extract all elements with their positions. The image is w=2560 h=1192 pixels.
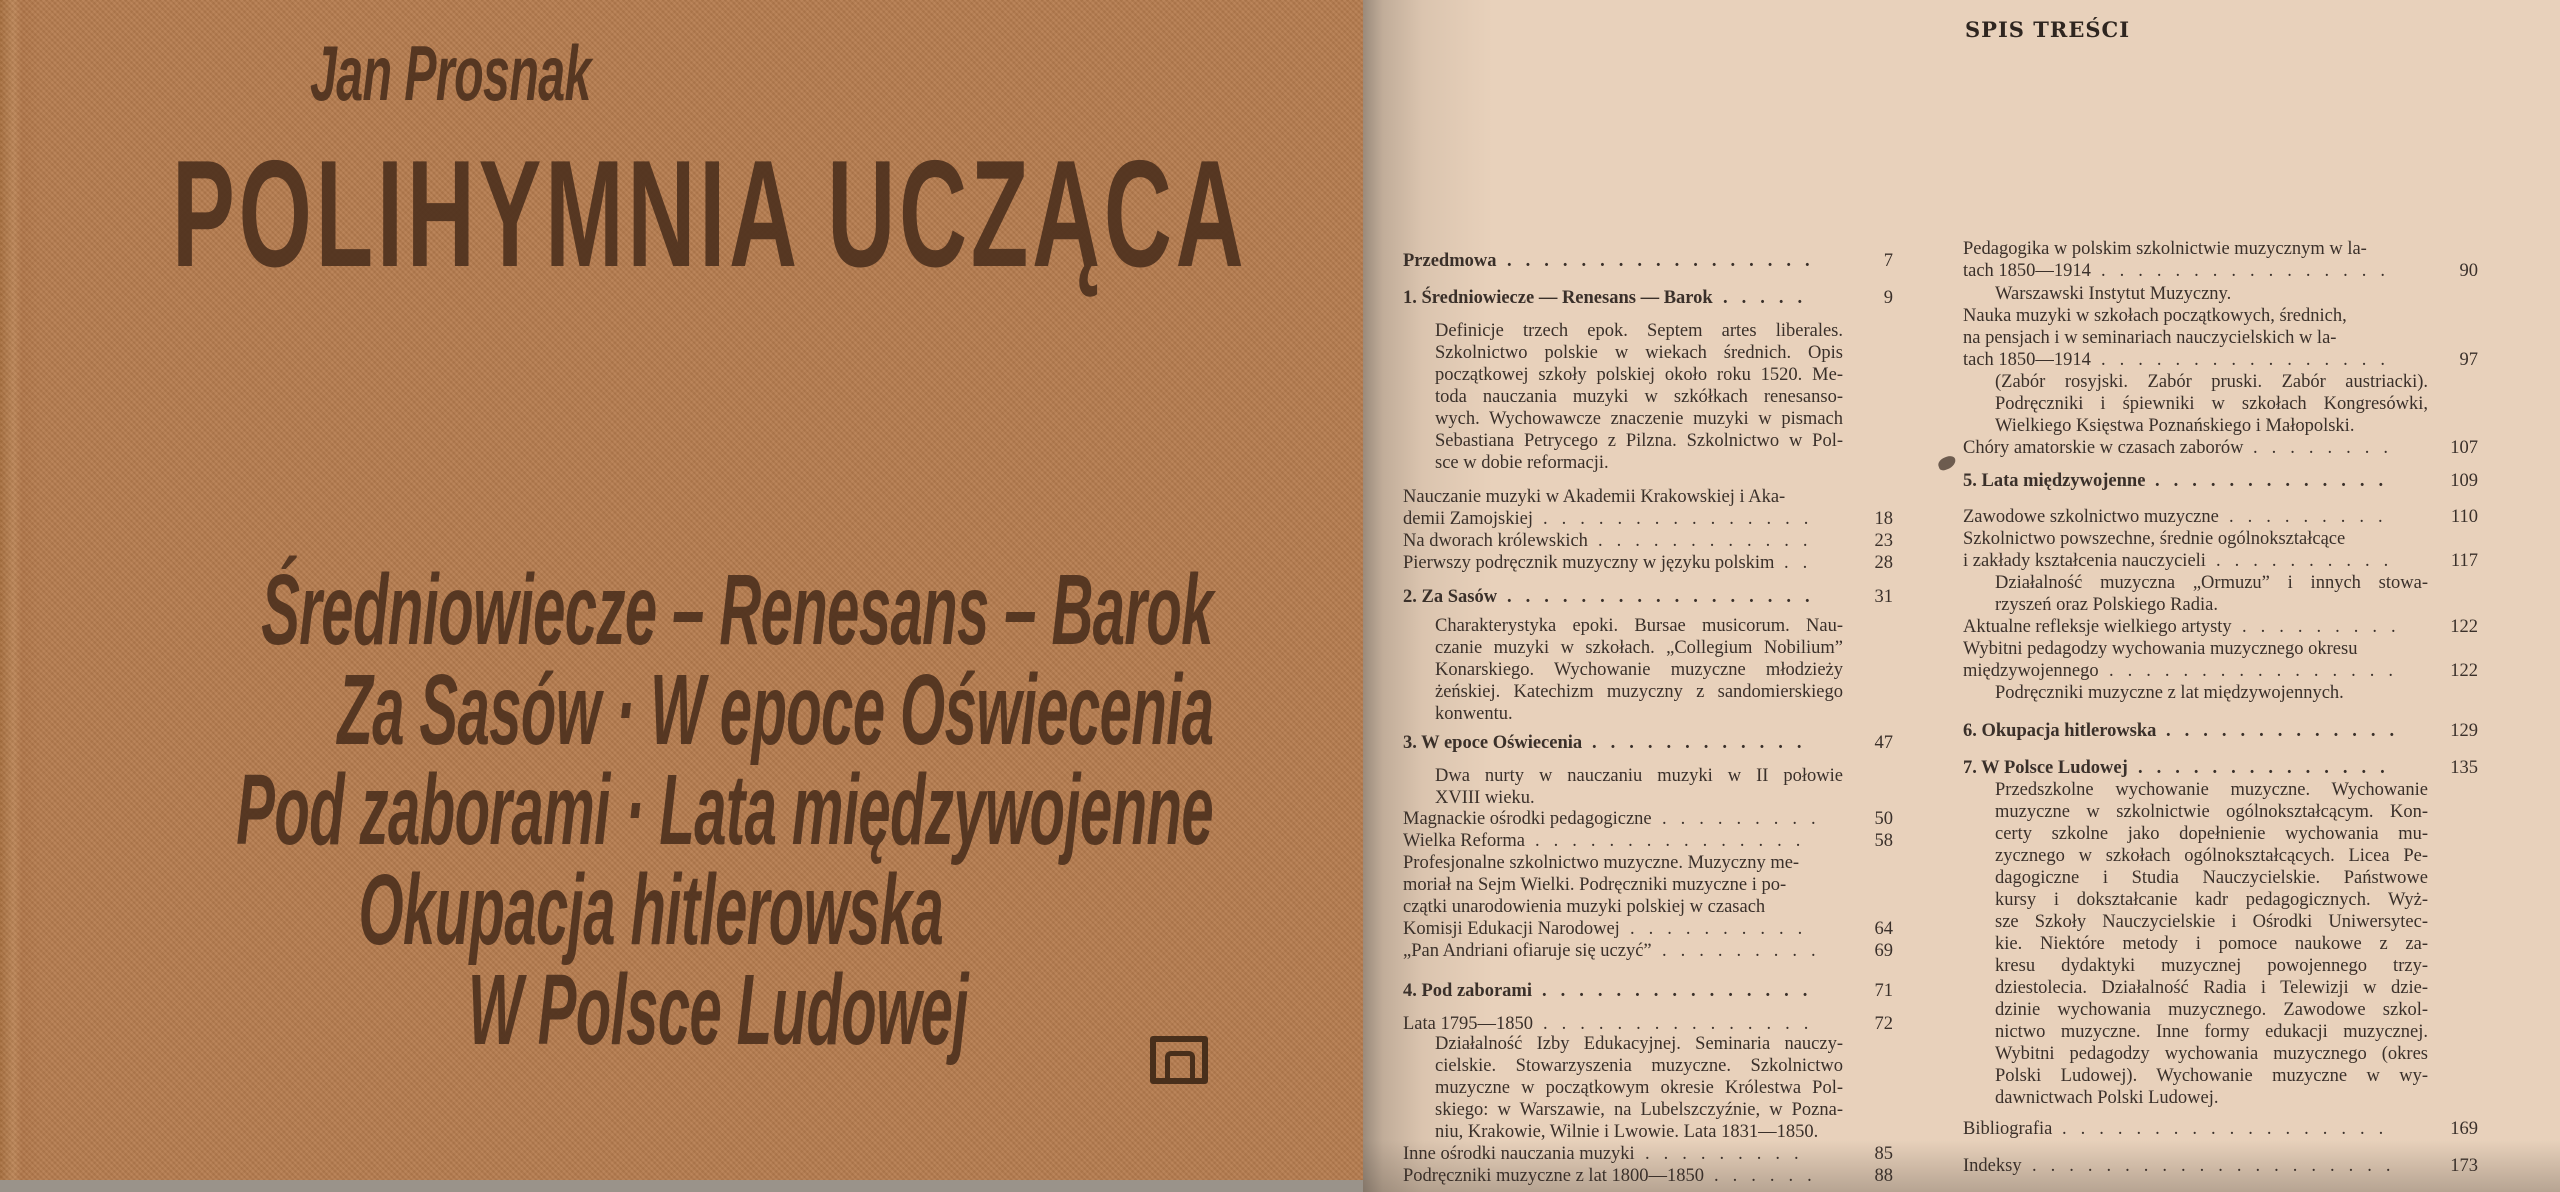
- toc-page-number: 18: [1874, 509, 1893, 529]
- toc-leader-dots: ........: [2253, 438, 2402, 458]
- toc-description-line: Podręczniki i śpiewniki w szkołach Kongresówki,: [1995, 394, 2428, 414]
- toc-description-line: dzinie wychowania muzycznego. Zawodowe szkol-: [1995, 1000, 2428, 1020]
- toc-description-line: Wielkiego Księstwa Poznańskiego i Małopolski.: [1995, 416, 2355, 436]
- toc-leader-dots: ................: [2109, 661, 2407, 681]
- toc-leader-dots: .........: [2229, 507, 2397, 527]
- toc-chapter-description: [1995, 371, 2428, 437]
- toc-description-line: kie. Niektóre metody i pomoce naukowe z za-: [1995, 934, 2428, 954]
- toc-page-number: 50: [1874, 809, 1893, 829]
- toc-description-line: Definicje trzech epok. Septem artes liberales.: [1435, 321, 1843, 341]
- toc-page-number: 90: [2459, 261, 2478, 281]
- toc-entry-title: 3. W epoce Oświecenia: [1403, 733, 1583, 753]
- toc-entry-title: 6. Okupacja hitlerowska: [1963, 721, 2157, 741]
- toc-description-line: dawnictwach Polski Ludowej.: [1995, 1088, 2219, 1108]
- toc-description-line: XVIII wieku.: [1435, 788, 1535, 808]
- toc-leader-dots: ...............: [1542, 981, 1822, 1001]
- cover-subtitle-line: Za Sasów · W epoce Oświecenia: [336, 654, 1213, 766]
- toc-page-number: 69: [1874, 941, 1893, 961]
- toc-description-line: Warszawski Instytut Muzyczny.: [1995, 284, 2232, 304]
- toc-leader-dots: .........: [1645, 1144, 1813, 1164]
- toc-leader-dots: ............: [1598, 531, 1822, 551]
- toc-page-number: 110: [2450, 507, 2478, 527]
- toc-leader-dots: ...............: [1543, 509, 1823, 529]
- toc-entry-title: Chóry amatorskie w czasach zaborów: [1963, 438, 2244, 458]
- toc-description-line: certy szkolne jako dopełnienie wychowania mu-: [1995, 824, 2428, 844]
- toc-entry-title: tach 1850—1914: [1963, 261, 2091, 281]
- toc-page-number: 122: [2450, 617, 2478, 637]
- toc-description-line: cielskie. Stowarzyszenia muzyczne. Szkolnictwo: [1435, 1056, 1843, 1076]
- toc-description-line: muzyczne w szkolnictwie ogólnokształcącym. Kon-: [1995, 802, 2428, 822]
- toc-entry-title: Podręczniki muzyczne z lat 1800—1850: [1403, 1166, 1705, 1186]
- toc-leader-dots: ................: [2101, 350, 2399, 370]
- toc-leader-dots: .........: [1662, 941, 1830, 961]
- toc-chapter-description: [1435, 765, 1843, 809]
- toc-entry-title: 4. Pod zaborami: [1403, 981, 1532, 1001]
- publisher-monogram-icon: [1150, 1036, 1208, 1084]
- toc-description-line: (Zabór rosyjski. Zabór pruski. Zabór austriacki).: [1995, 372, 2428, 392]
- toc-entry-title: Wybitni pedagodzy wychowania muzycznego okresu: [1963, 639, 2358, 659]
- toc-description-line: zycznego w szkołach ogólnokształcących. Licea Pe-: [1995, 846, 2428, 866]
- toc-description-line: wych. Wychowawcze znaczenie muzyki w pismach: [1435, 409, 1843, 429]
- toc-description-line: żeńskiej. Katechizm muzyczny z sandomierskiego: [1435, 682, 1843, 702]
- toc-description-line: Szkolnictwo polskie w wiekach średnich. Opis: [1435, 343, 1843, 363]
- toc-leader-dots: ................: [2101, 261, 2399, 281]
- toc-page-number: 173: [2450, 1156, 2478, 1176]
- toc-description-line: Działalność muzyczna „Ormuzu” i innych stowa-: [1995, 573, 2428, 593]
- toc-chapter-description: [1995, 283, 2428, 305]
- cover-subtitle-line: Pod zaborami · Lata międzywojenne: [236, 754, 1213, 866]
- toc-chapter-description: [1435, 1033, 1843, 1143]
- toc-entry-title: Aktualne refleksje wielkiego artysty: [1963, 617, 2232, 637]
- toc-entry-title: tach 1850—1914: [1963, 350, 2091, 370]
- toc-leader-dots: ...............: [1543, 1014, 1823, 1034]
- toc-leader-dots: .............: [2166, 721, 2409, 741]
- toc-description-line: początkowej szkoły polskiej około roku 1520. Me-: [1435, 365, 1843, 385]
- toc-chapter-description: [1995, 682, 2428, 704]
- cover-author: Jan Prosnak: [310, 29, 591, 117]
- toc-description-line: sce w dobie reformacji.: [1435, 453, 1609, 473]
- toc-entry-title: moriał na Sejm Wielki. Podręczniki muzyczne i po-: [1403, 875, 1787, 895]
- toc-description-line: nictwo muzyczne. Inne formy edukacji muzycznej.: [1995, 1022, 2428, 1042]
- toc-page-number: 109: [2450, 471, 2478, 491]
- toc-page-number: 72: [1874, 1014, 1893, 1034]
- toc-page-number: 117: [2450, 551, 2478, 571]
- toc-page-number: 97: [2459, 350, 2478, 370]
- toc-page-number: 85: [1874, 1144, 1893, 1164]
- toc-entry-title: Wielka Reforma: [1403, 831, 1526, 851]
- toc-page-number: 64: [1874, 919, 1893, 939]
- page-title: SPIS TREŚCI: [1965, 17, 2131, 42]
- toc-page-number: 7: [1883, 251, 1893, 271]
- toc-entry-title: Pedagogika w polskim szkolnictwie muzycznym w la-: [1963, 239, 2367, 259]
- toc-description-line: Polski Ludowej). Wychowanie muzyczne w wy-: [1995, 1066, 2428, 1086]
- toc-entry-title: 7. W Polsce Ludowej: [1963, 758, 2128, 778]
- toc-description-line: Wybitni pedagodzy wychowania muzycznego (okres: [1995, 1044, 2428, 1064]
- toc-description-line: czanie muzyki w szkołach. „Collegium Nobilium”: [1435, 638, 1843, 658]
- toc-description-line: rzyszeń oraz Polskiego Radia.: [1995, 595, 2218, 615]
- toc-entry-title: Indeksy: [1963, 1156, 2022, 1176]
- toc-leader-dots: ..........: [2216, 551, 2403, 571]
- toc-leader-dots: ..: [1784, 553, 1822, 573]
- toc-page-number: 122: [2450, 661, 2478, 681]
- toc-page-number: 31: [1874, 587, 1893, 607]
- toc-description-line: niu, Krakowie, Wilnie i Lwowie. Lata 1831—1850.: [1435, 1122, 1819, 1142]
- toc-chapter-description: [1995, 572, 2428, 616]
- toc-page-number: 135: [2450, 758, 2478, 778]
- toc-page: [1363, 0, 2560, 1192]
- toc-entry-title: Profesjonalne szkolnictwo muzyczne. Muzyczny me-: [1403, 853, 1800, 873]
- toc-description-line: konwentu.: [1435, 704, 1513, 724]
- cover-subtitle-line: Okupacja hitlerowska: [358, 854, 943, 966]
- toc-leader-dots: ..............: [2138, 758, 2399, 778]
- toc-description-line: Charakterystyka epoki. Bursae musicorum. Nau-: [1435, 616, 1843, 636]
- toc-description-line: kursy i dokształcanie kadr pedagogicznych. Wyż-: [1995, 890, 2428, 910]
- toc-entry-title: Szkolnictwo powszechne, średnie ogólnokształcące: [1963, 529, 2346, 549]
- toc-leader-dots: .................: [1507, 587, 1824, 607]
- toc-leader-dots: .................: [1507, 251, 1824, 271]
- toc-description-line: sze Szkoły Nauczycielskie i Ośrodki Uniwersytec-: [1995, 912, 2428, 932]
- toc-description-line: muzyczne w początkowym okresie Królestwa Pol-: [1435, 1078, 1843, 1098]
- toc-leader-dots: ............: [1592, 733, 1816, 753]
- toc-entry-title: Inne ośrodki nauczania muzyki: [1403, 1144, 1635, 1164]
- toc-leader-dots: .........: [2242, 617, 2410, 637]
- toc-page-number: 107: [2450, 438, 2478, 458]
- toc-leader-dots: .....: [1723, 288, 1817, 308]
- toc-page-number: 58: [1874, 831, 1893, 851]
- toc-entry-title: 5. Lata międzywojenne: [1963, 471, 2146, 491]
- toc-page-number: 9: [1883, 288, 1893, 308]
- toc-description-line: skiego: w Warszawie, na Lubelszczyźnie, w Pozna-: [1435, 1100, 1843, 1120]
- toc-page-number: 88: [1874, 1166, 1893, 1186]
- toc-page-number: 28: [1874, 553, 1893, 573]
- toc-entry-title: Bibliografia: [1963, 1119, 2053, 1139]
- toc-entry-title: „Pan Andriani ofiaruje się uczyć”: [1403, 941, 1652, 961]
- toc-entry-title: Na dworach królewskich: [1403, 531, 1588, 551]
- toc-entry-title: Pierwszy podręcznik muzyczny w języku polskim: [1403, 553, 1775, 573]
- toc-entry-title: Magnackie ośrodki pedagogiczne: [1403, 809, 1652, 829]
- cover-subtitle-line: Średniowiecze – Renesans – Barok: [261, 554, 1213, 666]
- toc-leader-dots: .........: [1662, 809, 1830, 829]
- toc-entry-title: Lata 1795—1850: [1403, 1014, 1533, 1034]
- toc-chapter-description: [1435, 615, 1843, 725]
- toc-leader-dots: ......: [1714, 1166, 1826, 1186]
- toc-entry-title: na pensjach i w seminariach nauczycielskich w la-: [1963, 328, 2337, 348]
- cover-subtitle-line: W Polsce Ludowej: [468, 954, 968, 1066]
- toc-entry-title: 2. Za Sasów: [1403, 587, 1498, 607]
- toc-description-line: dagogiczne i Studia Nauczycielskie. Państwowe: [1995, 868, 2428, 888]
- toc-page-number: 129: [2450, 721, 2478, 741]
- toc-entry-title: czątki unarodowienia muzyki polskiej w czasach: [1403, 897, 1766, 917]
- toc-entry-title: i zakłady kształcenia nauczycieli: [1963, 551, 2206, 571]
- toc-description-line: Działalność Izby Edukacyjnej. Seminaria nauczy-: [1435, 1034, 1843, 1054]
- toc-description-line: toda nauczania muzyki w szkółkach renesanso-: [1435, 387, 1843, 407]
- toc-description-line: Konarskiego. Wychowanie muzyczne młodzieży: [1435, 660, 1843, 680]
- toc-chapter-description: [1995, 779, 2428, 1109]
- toc-leader-dots: ....................: [2032, 1156, 2405, 1176]
- toc-leader-dots: ..................: [2062, 1119, 2398, 1139]
- background-strip: [0, 1180, 1363, 1192]
- toc-page-number: 71: [1874, 981, 1893, 1001]
- toc-entry-title: Komisji Edukacji Narodowej: [1403, 919, 1620, 939]
- toc-entry-title: Nauczanie muzyki w Akademii Krakowskiej i Aka-: [1403, 487, 1786, 507]
- toc-entry-title: Zawodowe szkolnictwo muzyczne: [1963, 507, 2219, 527]
- toc-entry-title: 1. Średniowiecze — Renesans — Barok: [1403, 288, 1713, 308]
- toc-leader-dots: ..........: [1630, 919, 1817, 939]
- toc-description-line: kresu dydaktyki muzycznej powojennego trzy-: [1995, 956, 2428, 976]
- toc-leader-dots: ...............: [1535, 831, 1815, 851]
- cover-title: POLIHYMNIA UCZĄCA: [172, 129, 1248, 299]
- toc-chapter-description: [1435, 320, 1843, 474]
- toc-description-line: Podręczniki muzyczne z lat międzywojennych.: [1995, 683, 2344, 703]
- toc-entry-title: Nauka muzyki w szkołach początkowych, średnich,: [1963, 306, 2347, 326]
- toc-description-line: dziestolecia. Działalność Radia i Telewizji w dzie-: [1995, 978, 2428, 998]
- toc-page-number: 23: [1874, 531, 1893, 551]
- toc-entry-title: demii Zamojskiej: [1403, 509, 1533, 529]
- toc-page-number: 169: [2450, 1119, 2478, 1139]
- toc-page-number: 47: [1874, 733, 1893, 753]
- toc-description-line: Dwa nurty w nauczaniu muzyki w II połowie: [1435, 766, 1843, 786]
- toc-entry-title: międzywojennego: [1963, 661, 2099, 681]
- toc-leader-dots: .............: [2155, 471, 2398, 491]
- toc-entry-title: Przedmowa: [1403, 251, 1497, 271]
- toc-description-line: Przedszkolne wychowanie muzyczne. Wychowanie: [1995, 780, 2428, 800]
- toc-description-line: Sebastiana Petrycego z Pilzna. Szkolnictwo w Pol-: [1435, 431, 1843, 451]
